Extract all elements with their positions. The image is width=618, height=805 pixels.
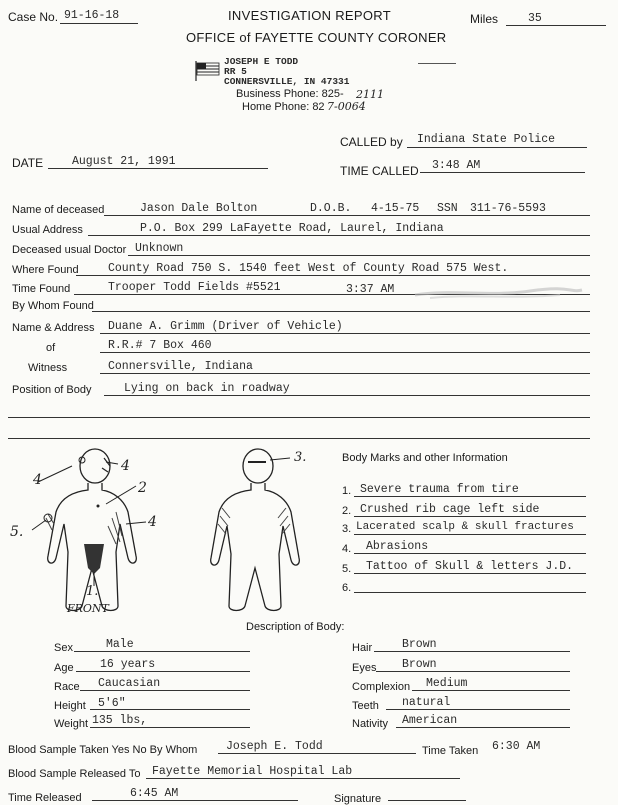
age-value[interactable]: 16 years: [100, 658, 156, 671]
time-released-value[interactable]: 6:45 AM: [130, 787, 179, 800]
office-name: OFFICE of FAYETTE COUNTY CORONER: [186, 30, 447, 45]
body-mark-6-num: 6.: [342, 582, 352, 594]
hair-value[interactable]: Brown: [402, 638, 437, 651]
body-diagram: [8, 446, 318, 616]
miles-value[interactable]: 35: [528, 12, 542, 25]
nativity-label: Nativity: [352, 718, 389, 730]
usual-doctor-value[interactable]: Unknown: [135, 242, 184, 255]
signature-label: Signature: [334, 793, 382, 805]
hair-label: Hair: [352, 642, 373, 654]
body-mark-1-num: 1.: [342, 485, 352, 497]
time-found-label: Time Found: [12, 283, 71, 295]
usual-address-value[interactable]: P.O. Box 299 LaFayette Road, Laurel, Indiana: [140, 222, 444, 235]
coroner-name: JOSEPH E TODD: [224, 56, 299, 67]
body-mark-4-text[interactable]: Abrasions: [366, 540, 429, 553]
dob-value[interactable]: 4-15-75: [371, 202, 420, 215]
time-called-value[interactable]: 3:48 AM: [432, 159, 481, 172]
case-no-label: Case No.: [8, 10, 59, 24]
called-by-label: CALLED by: [340, 135, 403, 149]
position-of-body-label: Position of Body: [12, 384, 92, 396]
where-found-label: Where Found: [12, 264, 79, 276]
teeth-value[interactable]: natural: [402, 696, 451, 709]
dob-label: D.O.B.: [310, 202, 352, 215]
race-value[interactable]: Caucasian: [98, 677, 161, 690]
body-marks-heading: Body Marks and other Information: [342, 452, 508, 464]
witness-label-line2: of: [46, 342, 56, 354]
sex-label: Sex: [54, 642, 73, 654]
weight-label: Weight: [54, 718, 89, 730]
found-by-value[interactable]: Trooper Todd Fields #5521: [108, 281, 281, 294]
nativity-value[interactable]: American: [402, 714, 458, 727]
weight-value[interactable]: 135 lbs,: [92, 714, 148, 727]
body-mark-3-text[interactable]: Lacerated scalp & skull fractures: [356, 521, 574, 533]
witness-label-line1: Name & Address: [12, 322, 95, 334]
body-mark-4-num: 4.: [342, 543, 352, 555]
eyes-value[interactable]: Brown: [402, 658, 437, 671]
business-phone-value: 2111: [356, 88, 384, 101]
where-found-value[interactable]: County Road 750 S. 1540 feet West of County Road 575 West.: [108, 262, 509, 275]
date-label: DATE: [12, 156, 44, 170]
time-released-label: Time Released: [8, 792, 82, 804]
front-mark-1: 1.: [86, 584, 99, 599]
report-title: INVESTIGATION REPORT: [228, 8, 391, 23]
witness-name-value[interactable]: Duane A. Grimm (Driver of Vehicle): [108, 320, 343, 333]
body-mark-2-num: 2.: [342, 505, 352, 517]
usual-address-label: Usual Address: [12, 224, 83, 236]
height-value[interactable]: 5'6": [98, 697, 126, 710]
called-by-value[interactable]: Indiana State Police: [417, 133, 556, 146]
race-label: Race: [54, 681, 80, 693]
blood-released-to-value[interactable]: Fayette Memorial Hospital Lab: [152, 765, 353, 778]
complexion-label: Complexion: [352, 681, 411, 693]
case-no-value[interactable]: 91-16-18: [64, 9, 120, 22]
blood-taken-label: Blood Sample Taken Yes No By Whom: [8, 744, 198, 756]
time-taken-value[interactable]: 6:30 AM: [492, 740, 541, 753]
teeth-label: Teeth: [352, 700, 379, 712]
time-called-label: TIME CALLED: [340, 164, 419, 178]
back-shading: [218, 508, 290, 534]
complexion-value[interactable]: Medium: [426, 677, 468, 690]
front-mark-4-head-left: 4: [33, 472, 42, 488]
front-groin-shading: [84, 544, 104, 574]
blood-taken-by-value[interactable]: Joseph E. Todd: [226, 740, 323, 753]
home-phone-label: Home Phone: 82: [242, 101, 325, 113]
description-heading: Description of Body:: [246, 621, 345, 633]
sex-value[interactable]: Male: [106, 638, 134, 651]
height-label: Height: [54, 700, 86, 712]
body-mark-5-num: 5.: [342, 563, 352, 575]
coroner-address-line1: RR 5: [224, 66, 247, 77]
coroner-address-line2: CONNERSVILLE, IN 47331: [224, 76, 350, 87]
ssn-label: SSN: [437, 202, 458, 215]
position-of-body-value[interactable]: Lying on back in roadway: [124, 382, 290, 395]
body-mark-1-text[interactable]: Severe trauma from tire: [360, 483, 519, 496]
usual-doctor-label: Deceased usual Doctor: [12, 244, 127, 256]
miles-label: Miles: [470, 12, 499, 26]
front-arm-shading: [108, 512, 122, 544]
time-taken-label: Time Taken: [422, 745, 479, 757]
witness-address-line1[interactable]: R.R.# 7 Box 460: [108, 339, 212, 352]
back-mark-3: 3.: [294, 450, 307, 465]
front-mark-5: 5.: [10, 524, 24, 540]
witness-address-line2[interactable]: Connersville, Indiana: [108, 360, 253, 373]
witness-label-line3: Witness: [28, 362, 68, 374]
home-phone-value: 7-0064: [327, 100, 366, 113]
front-mark-4-head-right: 4: [121, 458, 130, 474]
front-label: FRONT: [67, 602, 109, 615]
deceased-name-value[interactable]: Jason Dale Bolton: [140, 202, 258, 215]
smudge-marks: [410, 285, 585, 301]
body-mark-5-text[interactable]: Tattoo of Skull & letters J.D.: [366, 560, 574, 573]
time-found-value[interactable]: 3:37 AM: [346, 283, 395, 296]
date-value[interactable]: August 21, 1991: [72, 155, 176, 168]
by-whom-found-label: By Whom Found: [12, 300, 94, 312]
front-mark-4-arm: 4: [148, 514, 157, 530]
eyes-label: Eyes: [352, 662, 377, 674]
front-mark-2: 2: [138, 480, 147, 496]
flag-logo: [193, 61, 221, 81]
age-label: Age: [54, 662, 74, 674]
business-phone-label: Business Phone: 825-: [236, 88, 344, 100]
ssn-value[interactable]: 311-76-5593: [470, 202, 546, 215]
blood-released-label: Blood Sample Released To: [8, 768, 141, 780]
body-mark-3-num: 3.: [342, 523, 352, 535]
deceased-name-label: Name of deceased: [12, 204, 105, 216]
body-mark-2-text[interactable]: Crushed rib cage left side: [360, 503, 540, 516]
